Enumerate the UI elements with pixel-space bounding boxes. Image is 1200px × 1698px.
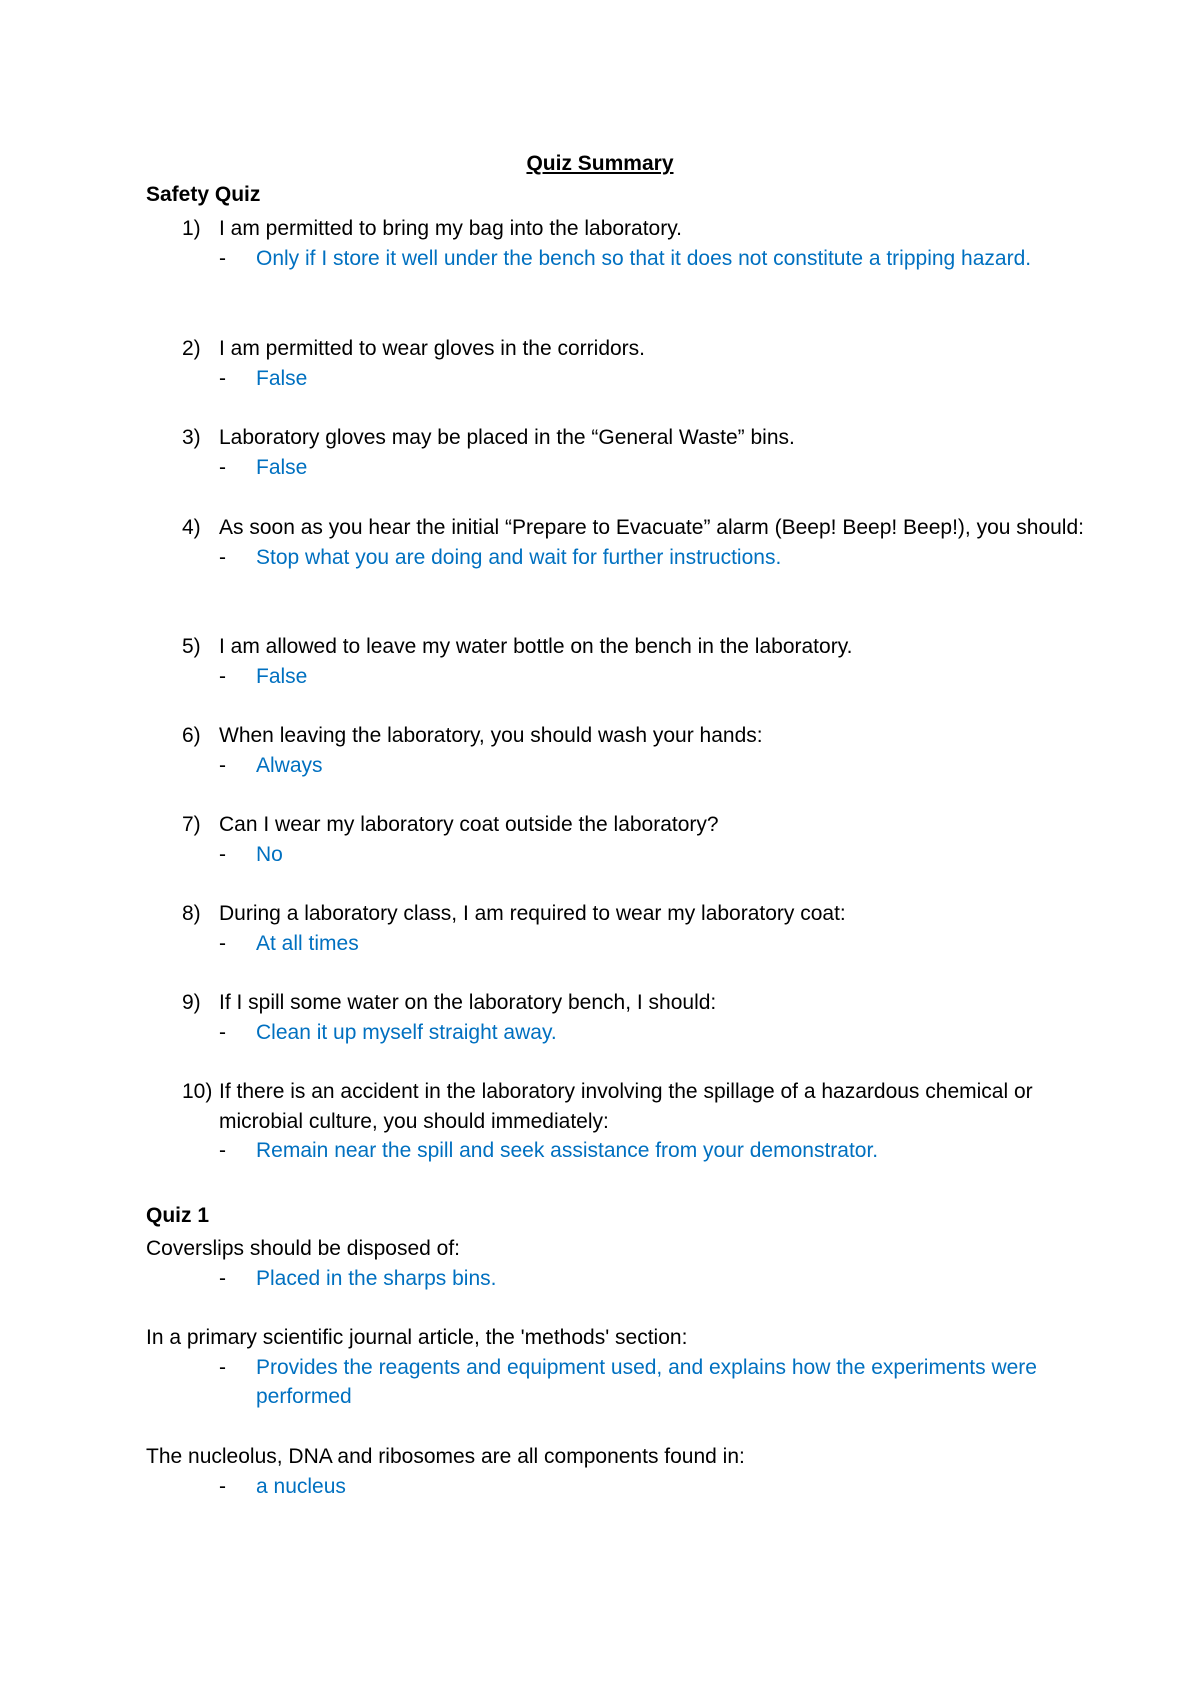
answer-text: Only if I store it well under the bench so that it does not constitute a tripping hazard. [256,246,1032,270]
question-text: As soon as you hear the initial “Prepare to Evacuate” alarm (Beep! Beep! Beep!), you should: [219,516,1084,539]
answer-text: At all times [256,931,359,955]
answer-dash: - [219,1474,226,1498]
question-text: If I spill some water on the laboratory bench, I should: [219,991,717,1014]
question-text: The nucleolus, DNA and ribosomes are all components found in: [146,1445,745,1468]
question-text: In a primary scientific journal article, the 'methods' section: [146,1326,688,1349]
answer-text: Remain near the spill and seek assistance from your demonstrator. [256,1139,879,1162]
safety-question-6 [146,721,1086,780]
quiz1-question-2 [146,1323,1086,1412]
safety-question-10 [146,1077,1086,1166]
question-number: 8) [182,902,201,925]
section-heading-safety-quiz: Safety Quiz [146,183,261,206]
safety-question-5 [146,632,1086,691]
question-text: When leaving the laboratory, you should wash your hands: [219,724,763,747]
safety-question-3 [146,423,1086,482]
answer-dash: - [219,1139,226,1162]
safety-question-8 [146,899,1086,958]
quiz1-question-1 [146,1234,1086,1293]
question-number: 1) [182,217,201,240]
question-text: I am permitted to wear gloves in the corridors. [219,337,646,360]
question-number: 2) [182,337,201,360]
question-number: 9) [182,991,201,1014]
safety-question-9 [146,988,1086,1047]
answer-dash: - [219,366,226,390]
question-text: If there is an accident in the laboratory involving the spillage of a hazardous chemical or microbial culture, you should immediately: [219,1080,1033,1133]
answer-dash: - [219,842,226,866]
answer-text: False [256,664,308,688]
question-number: 6) [182,724,201,747]
answer-dash: - [219,1355,226,1379]
answer-dash: - [219,664,226,688]
answer-text: Always [256,753,323,777]
answer-text: Stop what you are doing and wait for further instructions. [256,545,782,569]
section-heading-quiz-1: Quiz 1 [146,1204,210,1227]
answer-dash: - [219,455,226,479]
answer-text: False [256,366,308,390]
question-text: Coverslips should be disposed of: [146,1237,461,1260]
question-number: 10) [182,1080,213,1103]
answer-text: No [256,842,283,866]
page-title: Quiz Summary [526,152,674,175]
answer-dash: - [219,545,226,569]
answer-dash: - [219,246,226,270]
safety-question-7 [146,810,1086,869]
answer-text: Provides the reagents and equipment used, and explains how the experiments were performed [256,1355,1037,1408]
safety-question-2 [146,334,1086,393]
question-number: 5) [182,635,201,658]
question-number: 4) [182,516,201,539]
answer-dash: - [219,1266,226,1290]
answer-text: a nucleus [256,1474,346,1498]
answer-text: Placed in the sharps bins. [256,1266,497,1290]
answer-dash: - [219,753,226,777]
quiz1-question-3 [146,1442,1086,1501]
answer-dash: - [219,1020,226,1044]
safety-question-1 [146,214,1086,273]
question-number: 7) [182,813,201,836]
question-text: I am permitted to bring my bag into the laboratory. [219,217,683,240]
question-text: Can I wear my laboratory coat outside the laboratory? [219,813,719,836]
question-number: 3) [182,426,201,449]
answer-text: False [256,455,308,479]
question-text: I am allowed to leave my water bottle on the bench in the laboratory. [219,635,853,658]
answer-dash: - [219,931,226,955]
question-text: Laboratory gloves may be placed in the “General Waste” bins. [219,426,795,449]
answer-text: Clean it up myself straight away. [256,1020,557,1044]
question-text: During a laboratory class, I am required to wear my laboratory coat: [219,902,846,925]
safety-question-4 [146,513,1086,572]
